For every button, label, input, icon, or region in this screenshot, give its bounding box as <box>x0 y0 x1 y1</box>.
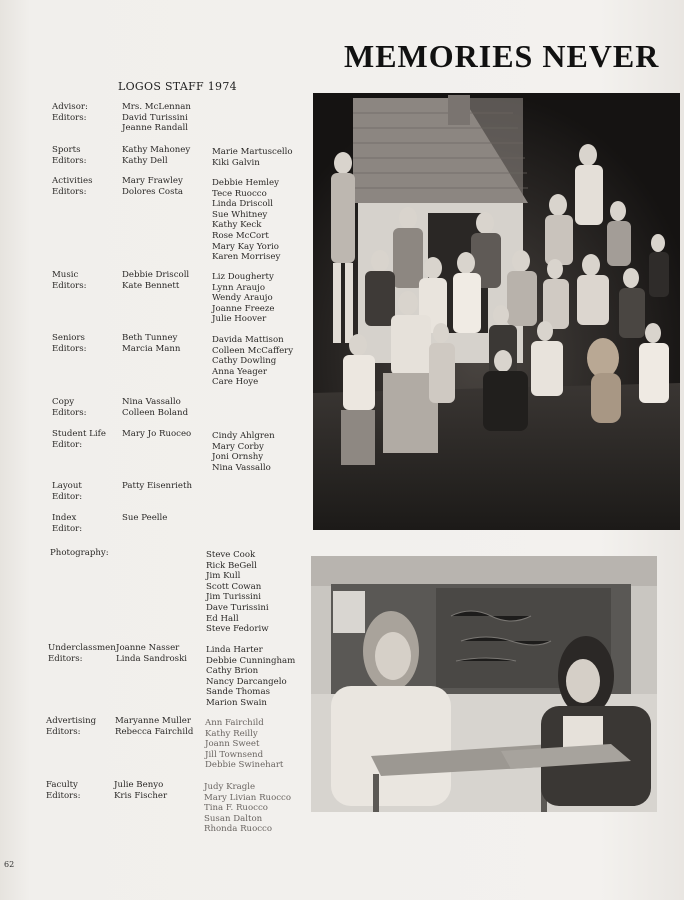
section-editors: Sue Peelle <box>122 513 168 523</box>
section-staff: Liz Dougherty Lynn Araujo Wendy Araujo Joanne Freeze Julie Hoover <box>212 272 275 325</box>
section-label: Student Life Editor: <box>52 429 106 450</box>
section-label: Music Editors: <box>52 270 87 291</box>
section-label: Layout Editor: <box>52 481 83 502</box>
section-editors: Nina Vassallo Colleen Boland <box>122 397 189 418</box>
section-label: Faculty Editors: <box>46 780 81 801</box>
staff-heading: LOGOS STAFF 1974 <box>118 80 237 93</box>
section-staff: Linda Harter Debbie Cunningham Cathy Brion Nancy Darcangelo Sande Thomas Marion Swain <box>206 645 296 708</box>
section-editors: Kathy Mahoney Kathy Dell <box>122 145 191 166</box>
section-label: Copy Editors: <box>52 397 87 418</box>
classroom-photo <box>311 556 657 812</box>
section-editors: Mary Frawley Dolores Costa <box>122 176 184 197</box>
section-staff: Marie Martuscello Kiki Galvin <box>212 147 293 168</box>
section-editors: Julie Benyo Kris Fischer <box>114 780 168 801</box>
section-label: Advisor: Editors: <box>52 102 88 123</box>
section-label: Sports Editors: <box>52 145 87 166</box>
section-label: Activities Editors: <box>52 176 93 197</box>
section-editors: Joanne Nasser Linda Sandroski <box>116 643 188 664</box>
section-label: Advertising Editors: <box>46 716 97 737</box>
section-label: Seniors Editors: <box>52 333 87 354</box>
page-number: 62 <box>4 860 15 869</box>
section-editors: Patty Eisenrieth <box>122 481 192 491</box>
section-editors: Mrs. McLennan David Turissini Jeanne Randall <box>122 102 191 134</box>
section-editors: Maryanne Muller Rebecca Fairchild <box>115 716 194 737</box>
section-staff: Debbie Hemley Tece Ruocco Linda Driscoll Sue Whitney Kathy Keck Rose McCort Mary Kay Yorio Karen Morrisey <box>212 178 281 263</box>
section-editors: Mary Jo Ruoceo <box>122 429 192 439</box>
section-staff: Steve Cook Rick BeGell Jim Kull Scott Cowan Jim Turissini Dave Turissini Ed Hall Steve Fedoriw <box>206 550 269 635</box>
section-label: Underclassmen Editors: <box>48 643 116 664</box>
section-staff: Ann Fairchild Kathy Reilly Joann Sweet Jill Townsend Debbie Swinehart <box>205 718 284 771</box>
group-photo-art <box>313 93 680 530</box>
section-label: Index Editor: <box>52 513 83 534</box>
staff-group-photo <box>313 93 680 530</box>
section-editors: Beth Tunney Marcia Mann <box>122 333 181 354</box>
section-staff: Judy Kragle Mary Livian Ruocco Tina F. Ruocco Susan Dalton Rhonda Ruocco <box>204 782 292 835</box>
page-title: MEMORIES NEVER <box>344 38 660 74</box>
section-staff: Cindy Ahlgren Mary Corby Joni Ornshy Nina Vassallo <box>212 431 275 473</box>
section-editors: Debbie Driscoll Kate Bennett <box>122 270 190 291</box>
section-label: Photography: <box>50 548 109 558</box>
classroom-photo-art <box>311 556 657 812</box>
section-staff: Davida Mattison Colleen McCaffery Cathy Dowling Anna Yeager Care Hoye <box>212 335 294 388</box>
